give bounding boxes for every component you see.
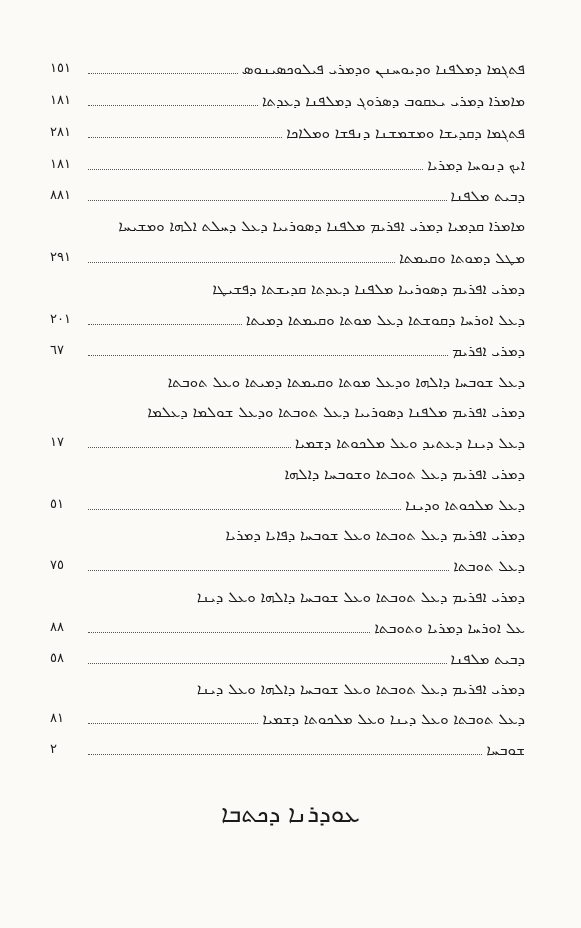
toc-entry [50, 247, 525, 269]
toc-page-number: ٨٨١ [50, 188, 71, 203]
toc-entry [50, 90, 525, 112]
toc-page-number: ٢ [50, 742, 57, 757]
toc-entry [50, 708, 525, 730]
toc-entry-title: ܦܬܓܡܐ ܕܡܠܦܢܐ ܘܕܝܘܚܢܢ ܘܕܡܪܝ ܦܝܠܘܟܣܝܢܘܣ [241, 60, 525, 78]
toc-entry-title: ܕܡܪܝ ܐܦܪܝܡ ܕܥܠ ܬܘܒܬܐ ܘܥܠ ܫܘܒܚܐ ܕܦܐܝܐ ܕܡܪܝܐ [225, 526, 525, 544]
dot-leader [88, 754, 482, 755]
toc-entry [50, 122, 525, 144]
toc-entry [50, 739, 525, 761]
toc-entry [50, 555, 525, 577]
page-heading: ܥܘܕܪܢܐ ܕܟܬܒܐ [221, 800, 360, 828]
toc-entry-title: ܕܡܪܝ ܐܦܪܝܡ ܕܥܠ ܬܘܒܬܐ ܘܫܘܒܚܐ ܕܐܠܗܐ [284, 465, 525, 483]
toc-page-number: ٢٩١ [50, 250, 71, 265]
dot-leader [88, 169, 423, 170]
toc-entry [50, 648, 525, 670]
toc-page-number: ٥١ [50, 497, 64, 512]
toc-entry-title: ܡܐܡܪܐ ܩܕܡܝܐ ܕܡܪܝ ܐܦܪܝܡ ܡܠܦܢܐ ܕܣܘܪܝܝܐ ܕܥܠ ܕܚܠܬ ܐܠܗܐ ܘܡܫܝܚܐ [118, 217, 525, 235]
toc-page-number: ١٥١ [50, 61, 71, 76]
toc-entry [50, 494, 525, 516]
toc-entry-title: ܕܥܠ ܫܘܒܚܐ ܕܐܠܗܐ ܘܕܥܠ ܡܘܬܐ ܘܩܝܡܬܐ ܕܡܝܬܐ ܘܥܠ ܬܘܒܬܐ [167, 373, 525, 391]
dot-leader [88, 105, 258, 106]
toc-entry-title: ܫܘܒܚܐ [486, 741, 525, 759]
toc-entry-title: ܕܥܠ ܕܝܢܐ ܕܥܬܝܕ ܘܥܠ ܡܠܟܘܬܐ ܕܫܡܝܐ [294, 434, 525, 452]
toc-entry [50, 185, 525, 207]
toc-entry-title: ܕܡܪܝ ܐܦܪܝܡ ܕܥܠ ܬܘܒܬܐ ܘܥܠ ܫܘܒܚܐ ܕܐܠܗܐ ܘܥܠ ܕܝܢܐ [196, 588, 525, 606]
toc-page-number: ٧٥ [50, 558, 64, 573]
toc-entry-title: ܕܥܠ ܐܘܪܚܐ ܕܩܘܫܬܐ ܕܥܠ ܡܘܬܐ ܘܩܝܡܬܐ ܕܡܝܬܐ [245, 311, 525, 329]
toc-page-number: ٥٨ [50, 651, 64, 666]
dot-leader [88, 200, 447, 201]
toc-entry-title: ܕܥܠ ܡܠܟܘܬܐ ܘܕܝܢܐ [405, 496, 525, 514]
toc-entry [50, 586, 525, 608]
dot-leader [88, 137, 282, 138]
toc-page-number: ١٨١ [50, 157, 71, 172]
toc-entry [50, 371, 525, 393]
toc-page-number: ١٨١ [50, 93, 71, 108]
toc-entry [50, 678, 525, 700]
dot-leader [88, 355, 448, 356]
toc-entry-title: ܥܠ ܐܘܪܚܐ ܕܡܪܝܐ ܘܬܘܒܬܐ [374, 619, 525, 637]
dot-leader [88, 509, 401, 510]
dot-leader [88, 73, 238, 74]
toc-entry [50, 524, 525, 546]
toc-entry [50, 154, 525, 176]
toc-entry [50, 463, 525, 485]
dot-leader [88, 324, 242, 325]
toc-page-number: ٢٨١ [50, 125, 71, 140]
toc-entry-title: ܡܛܠ ܕܡܘܬܐ ܘܩܝܡܬܐ [399, 249, 525, 267]
toc-entry-title: ܕܥܠ ܬܘܒܬܐ ܘܥܠ ܕܝܢܐ ܘܥܠ ܡܠܟܘܬܐ ܕܫܡܝܐ [262, 710, 525, 728]
toc-page-number: ٦٧ [50, 343, 64, 358]
toc-entry [50, 617, 525, 639]
dot-leader [88, 632, 370, 633]
toc-entry-title: ܕܡܪܝ ܐܦܪܝܡ ܡܠܦܢܐ ܕܣܘܪܝܝܐ ܕܥܠ ܬܘܒܬܐ ܘܕܥܠ ܫܘܠܡܐ ܕܥܠܡܐ [147, 403, 525, 421]
toc-entry [50, 340, 525, 362]
toc-entry-title: ܕܒܝܬ ܡܠܦܢܐ [450, 187, 525, 205]
toc-page-number: ٨١ [50, 711, 64, 726]
dot-leader [88, 723, 258, 724]
toc-entry [50, 309, 525, 331]
dot-leader [88, 262, 395, 263]
toc-entry [50, 432, 525, 454]
toc-entry-title: ܕܡܪܝ ܐܦܪܝܡ ܕܣܘܪܝܝܐ ܡܠܦܢܐ ܕܥܕܬܐ ܩܕܝܫܬܐ ܕܦܫܝܛܐ [212, 280, 525, 298]
dot-leader [88, 447, 291, 448]
toc-entry-title: ܦܬܓܡܐ ܕܩܕܝܫܐ ܘܡܫܡܫܢܐ ܕܢܦܫܐ ܘܡܠܐܟܐ [286, 124, 525, 142]
toc-page-number: ١٧ [50, 435, 64, 450]
toc-entry-title: ܡܐܡܪܐ ܕܡܪܝ ܝܥܩܘܒ ܕܣܪܘܓ ܕܡܠܦܢܐ ܕܥܕܬܐ [261, 92, 525, 110]
toc-entry [50, 278, 525, 300]
toc-entry [50, 215, 525, 237]
toc-entry-title: ܕܡܪܝ ܐܦܪܝܡ ܕܥܠ ܬܘܒܬܐ ܘܥܠ ܫܘܒܚܐ ܕܐܠܗܐ ܘܥܠ ܕܝܢܐ [196, 680, 525, 698]
dot-leader [88, 570, 449, 571]
toc-page-number: ٢٠١ [50, 312, 71, 327]
dot-leader [88, 663, 447, 664]
toc-entry-title: ܕܡܪܝ ܐܦܪܝܡ [452, 342, 525, 360]
toc-entry-title: ܐܝܟ ܕܢܘܚܐ ܕܡܪܝܐ [427, 156, 525, 174]
toc-page-number: ٨٨ [50, 620, 64, 635]
toc-entry [50, 401, 525, 423]
toc-entry [50, 58, 525, 80]
toc-entry-title: ܕܒܝܬ ܡܠܦܢܐ [450, 650, 525, 668]
toc-entry-title: ܕܥܠ ܬܘܒܬܐ [453, 557, 525, 575]
